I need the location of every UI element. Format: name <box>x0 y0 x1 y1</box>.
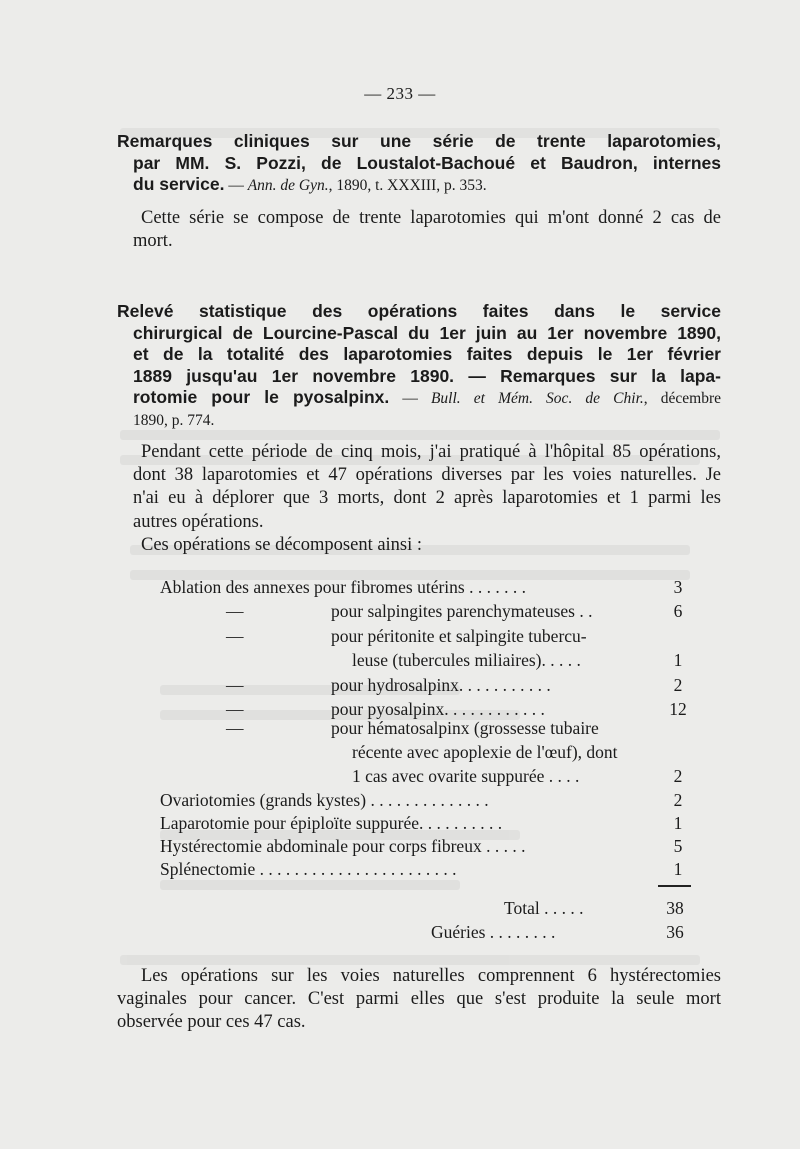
article1-ref-prefix: — <box>224 177 248 194</box>
article2-title-line: chirurgical de Lourcine-Pascal du 1er juin au 1er novembre 1890, <box>133 322 721 343</box>
operation-row: Ovariotomies (grands kystes) . . . . . . . . . . . . . . <box>160 790 489 810</box>
ditto-dash: — <box>226 675 244 695</box>
operation-count: 3 <box>673 577 683 597</box>
article2-ref-prefix: — <box>389 390 431 407</box>
operation-count: 2 <box>673 790 683 810</box>
article2-title-line: Relevé statistique des opérations faites dans le service <box>117 301 721 321</box>
gueries-label: Guéries . . . . . . . . <box>431 922 556 942</box>
article1-body-last: mort. <box>133 231 173 252</box>
operation-row: Hystérectomie abdominale pour corps fibreux . . . . . <box>160 836 526 856</box>
gueries-value: 36 <box>666 922 684 942</box>
article2-title-line: 1889 jusqu'au 1er novembre 1890. — Remarques sur la lapa- <box>133 365 721 386</box>
ditto-dash: — <box>226 626 244 646</box>
article2-ref-rest: , décembre <box>643 390 721 407</box>
operation-row: pour pyosalpinx. . . . . . . . . . . . <box>331 699 545 719</box>
article2-body-line: dont 38 laparotomies et 47 opérations diverses par les voies naturelles. Je <box>133 465 721 486</box>
operation-count: 2 <box>673 766 683 786</box>
operation-row: Ablation des annexes pour fibromes utérins . . . . . . . <box>160 577 526 597</box>
ditto-dash: — <box>226 699 244 719</box>
article1-title-end: du service. <box>133 174 225 194</box>
article1-journal: Ann. de Gyn. <box>247 177 329 194</box>
operation-count: 1 <box>673 813 683 833</box>
operation-count: 6 <box>673 601 683 621</box>
article2-body-line: Pendant cette période de cinq mois, j'ai pratiqué à l'hôpital 85 opérations, <box>141 442 721 462</box>
article2-title-line: et de la totalité des laparotomies faites depuis le 1er février <box>133 344 721 364</box>
article1-body-line: Cette série se compose de trente ‌laparotomies qui m'ont donné 2 cas de <box>141 208 721 228</box>
article2-ref-line2: 1890, p. 774. <box>133 411 215 429</box>
operation-count: 1 <box>673 859 683 879</box>
operations-intro: Ces opérations se décomposent ainsi : <box>141 534 423 555</box>
operation-row: 1 cas avec ovarite suppurée . . . . <box>352 766 580 786</box>
article1-ref-rest: , 1890, t. XXXIII, p. 353. <box>328 177 487 194</box>
operation-row: pour salpingites parenchymateuses . . <box>331 601 593 621</box>
operation-count: 1 <box>673 650 683 670</box>
article2-body-line: n'ai eu à déplorer que 3 morts, dont 2 après laparotomies et 1 parmi les <box>133 488 721 509</box>
page-number: — 233 — <box>364 84 436 103</box>
operation-count: 2 <box>673 675 683 695</box>
article2-body-last: autres opérations. <box>133 511 264 532</box>
article2-journal: Bull. et Mém. Soc. de Chir. <box>430 390 644 407</box>
operation-count: 5 <box>673 836 683 856</box>
article1-title-line: Remarques cliniques sur une série de trente laparotomies, <box>117 131 721 151</box>
operation-row: pour hydrosalpinx. . . . . . . . . . . <box>331 675 551 695</box>
closing-line: Les opérations sur les voies naturelles comprennent 6 hystérectomies <box>141 966 721 986</box>
closing-paragraph <box>117 965 721 1035</box>
operation-row: Laparotomie pour épiploïte suppurée. . . . . . . . . . <box>160 813 503 833</box>
total-value: 38 <box>666 898 684 918</box>
article1-title-line: par MM. S. Pozzi, de Loustalot-Bachoué et Baudron, internes <box>133 152 721 173</box>
operation-row: pour hématosalpinx (grossesse tubaire <box>331 718 599 738</box>
closing-last: observée pour ces 47 cas. <box>117 1012 306 1033</box>
operation-count: 12 <box>669 699 687 719</box>
article2-title-end: rotomie pour le pyosalpinx. <box>133 387 390 407</box>
operation-row: pour péritonite et salpingite tubercu- <box>331 626 587 646</box>
total-label: Total . . . . . <box>504 898 584 918</box>
closing-line: vaginales pour cancer. C'est parmi elles que s'est produite la seule mort <box>117 989 721 1010</box>
sum-rule <box>658 885 691 887</box>
operation-row: récente avec apoplexie de l'œuf), dont <box>352 742 618 762</box>
ditto-dash: — <box>226 601 244 621</box>
ditto-dash: — <box>226 718 244 738</box>
operation-row: Splénectomie . . . . . . . . . . . . . . . . . . . . . . . <box>160 859 457 879</box>
operation-row: leuse (tubercules miliaires). . . . . <box>352 650 581 670</box>
